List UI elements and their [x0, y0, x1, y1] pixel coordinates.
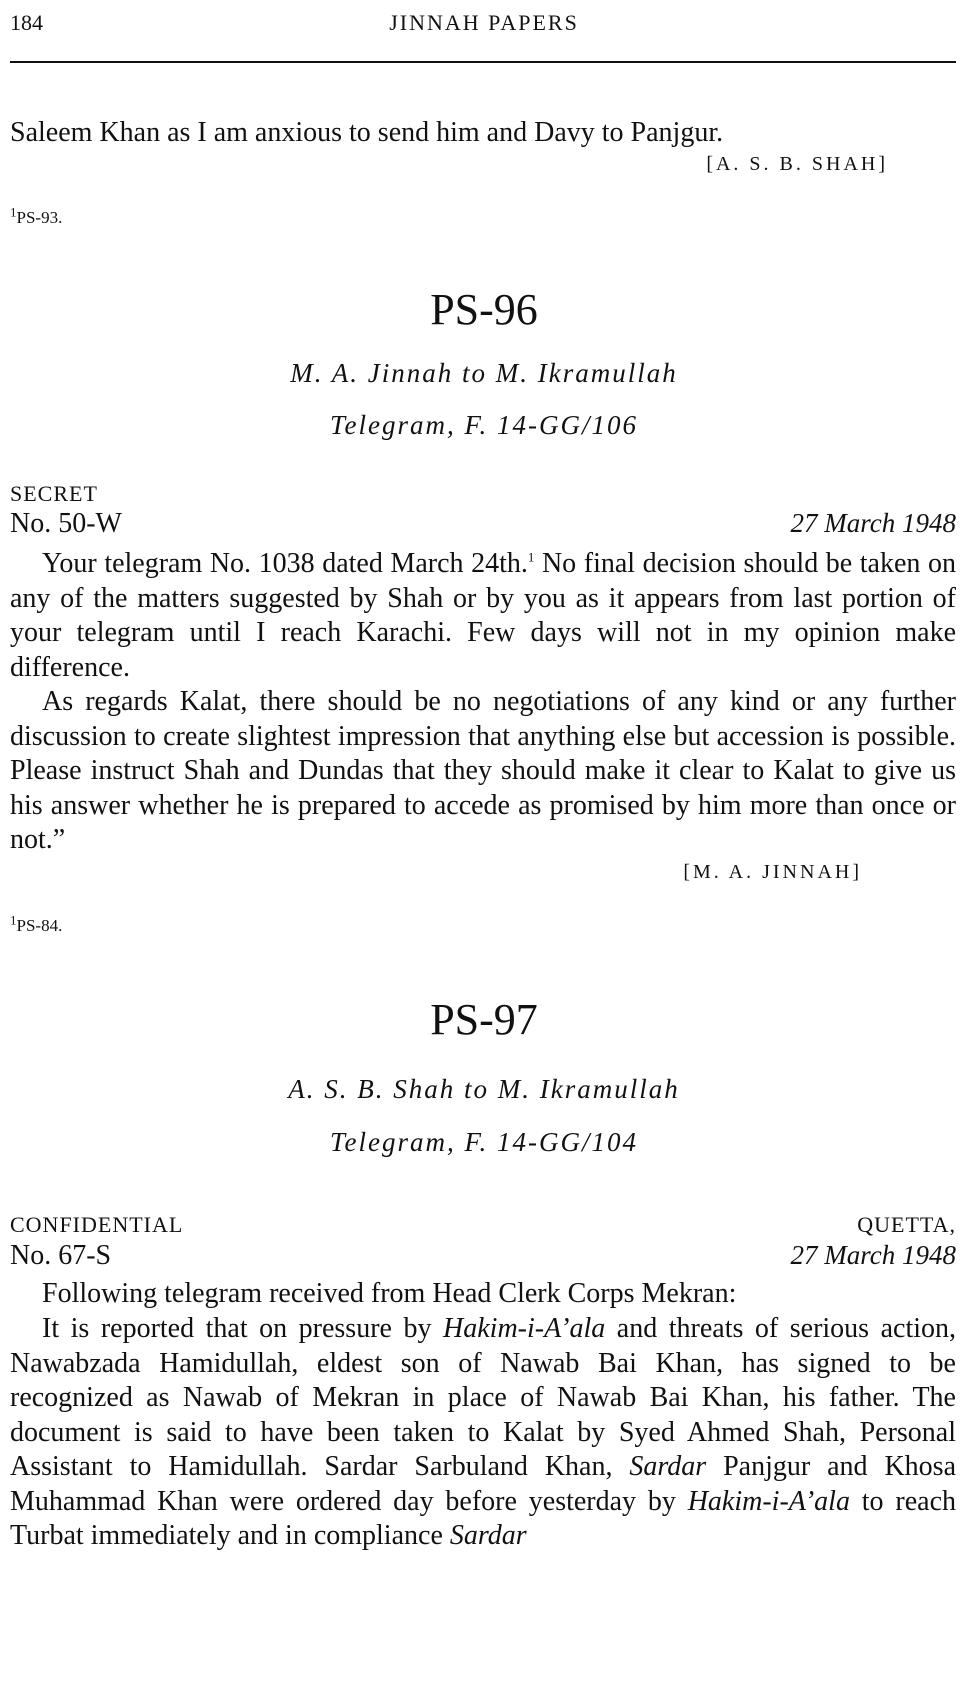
- header-rule: [10, 61, 956, 63]
- footnote-ref: 1: [527, 549, 535, 565]
- signature-jinnah: [M. A. JINNAH]: [683, 861, 862, 883]
- document-id: PS-96: [430, 285, 538, 334]
- page-number: 184: [10, 10, 43, 35]
- place: QUETTA,: [857, 1212, 956, 1237]
- document-reference: Telegram, F. 14-GG/106: [329, 410, 638, 440]
- footnote-text: PS-84.: [16, 916, 63, 935]
- footnote-marker: 1: [10, 204, 17, 220]
- document-number: No. 50-W: [10, 508, 122, 539]
- footnote-text: PS-93.: [16, 208, 63, 227]
- footnote: [10, 204, 63, 228]
- paragraph: It is reported that on pressure by Hakim-i-A’ala and threats of serious action, Nawabzada Hamidullah, eldest son of Nawab Bai Khan, has signed to be recognized as Nawab of Mekran in place of Nawab Bai Khan, his father. The document is said to have been taken to Kalat by Syed Ahmed Shah, Personal Assistant to Hamidullah. Sardar Sarbuland Khan, Sardar Panjgur and Khosa Muhammad Khan were ordered day before yesterday by Hakim-i-A’ala to reach Turbat immediately and in compliance Sardar: [10, 1313, 957, 1551]
- document-reference: Telegram, F. 14-GG/104: [329, 1127, 638, 1157]
- running-title: JINNAH PAPERS: [389, 10, 579, 35]
- classification: SECRET: [10, 481, 98, 506]
- document-date: 27 March 1948: [790, 1240, 956, 1270]
- paragraph: As regards Kalat, there should be no negotiations of any kind or any further discussion to create slightest impression that anything else but accession is possible. Please instruct Shah and Dundas that they should make it clear to Kalat to give us his answer whether he is prepared to accede as promised by him more than once or not.”: [10, 686, 956, 855]
- document-date: 27 March 1948: [790, 508, 956, 538]
- document-correspondents: A. S. B. Shah to M. Ikramullah: [288, 1074, 680, 1104]
- document-correspondents: M. A. Jinnah to M. Ikramullah: [290, 358, 678, 388]
- footnote-marker: 1: [10, 912, 17, 928]
- continuation-text: Saleem Khan as I am anxious to send him and Davy to Panjgur.: [10, 117, 724, 148]
- signature-shah: [A. S. B. SHAH]: [706, 153, 888, 175]
- footnote: [10, 912, 63, 936]
- document-id: PS-97: [430, 995, 538, 1044]
- document-number: No. 67-S: [10, 1240, 112, 1271]
- paragraph: Your telegram No. 1038 dated March 24th.$^1$ No final decision should be taken on any of the matters suggested by Shah or by you as it appears from last portion of your telegram until I reach Karachi. Few days will not in my opinion make difference.: [10, 548, 956, 683]
- paragraph: Following telegram received from Head Clerk Corps Mekran:: [42, 1278, 737, 1309]
- classification: CONFIDENTIAL: [10, 1212, 184, 1237]
